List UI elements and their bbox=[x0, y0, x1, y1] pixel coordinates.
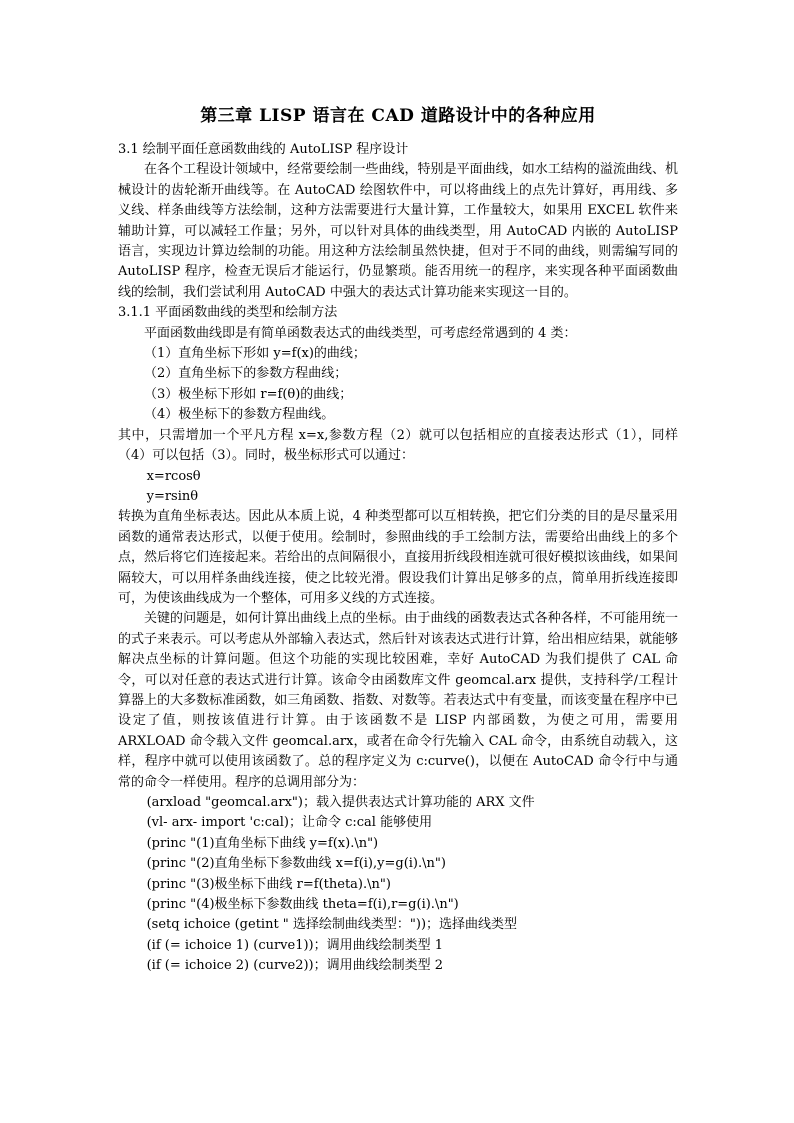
code-line: (setq ichoice (getint " 选择绘制曲线类型："))；选择曲线类型 bbox=[146, 917, 518, 933]
list-item: （2）直角坐标下的参数方程曲线； bbox=[144, 366, 348, 382]
paragraph-equivalence: 其中，只需增加一个平凡方程 x=x,参数方程（2）就可以包括相应的直接表达形式（1），同样（4）可以包括（3）。同时，极坐标形式可以通过： bbox=[118, 427, 678, 464]
formula-line: y=rsinθ bbox=[146, 488, 199, 504]
code-line: (vl- arx- import 'c:cal)；让命令 c:cal 能够使用 bbox=[146, 815, 433, 831]
list-item: （1）直角坐标下形如 y=f(x)的曲线； bbox=[144, 346, 366, 362]
section-heading-3-1: 3.1 绘制平面任意函数曲线的 AutoLISP 程序设计 bbox=[118, 142, 409, 157]
paragraph-curve-types: 平面函数曲线即是有简单函数表达式的曲线类型，可考虑经常遇到的 4 类： bbox=[144, 325, 577, 341]
paragraph-key-problem: 关键的问题是，如何计算出曲线上点的坐标。由于曲线的函数表达式各种各样，不可能用统一的式子来表示。可以考虑从外部输入表达式，然后针对该表达式进行计算，给出相应结果，就能够解决点坐标的计算问题。但这个功能的实现比较困难，幸好 AutoCAD 为我们提供了 CAL 命令，可以对任意的表达式进行计算。该命令由函数库文件 geomcal.arx 提供，支持科学/工程计算器上的大多数标准函数，如三角函数、指数、对数等。若表达式中有变量，而该变量在程序中已设定了值，则按该值进行计算。由于该函数不是 LISP 内部函数，为使之可用，需要用 ARXLOAD 命令载入文件 geomcal.arx，或者在命令行先输入 CAL 命令，由系统自动载入，这样，程序中就可以使用该函数了。总的程序定义为 c:curve()，以便在 AutoCAD 命令行中与通常的命令一样使用。程序的总调用部分为： bbox=[118, 611, 678, 790]
code-line: (princ "(1)直角坐标下曲线 y=f(x).\n") bbox=[146, 835, 379, 851]
code-line: (if (= ichoice 2) (curve2))；调用曲线绘制类型 2 bbox=[146, 958, 444, 974]
paragraph-intro: 在各个工程设计领域中，经常要绘制一些曲线，特别是平面曲线，如水工结构的溢流曲线、机械设计的齿轮渐开曲线等。在 AutoCAD 绘图软件中，可以将曲线上的点先计算好，再用线、多义线、样条曲线等方法绘制，这种方法需要进行大量计算，工作量较大，如果用 EXCEL 软件来辅助计算，可以减轻工作量；另外，可以针对具体的曲线类型，用 AutoCAD 内嵌的 AutoLISP 语言，实现边计算边绘制的功能。用这种方法绘制虽然快捷，但对于不同的曲线，则需编写同的 AutoLISP 程序，检查无误后才能运行，仍显繁琐。能否用统一的程序，来实现各种平面函数曲线的绘制，我们尝试利用 AutoCAD 中强大的表达式计算功能来实现这一目的。 bbox=[118, 162, 678, 300]
code-line: (princ "(2)直角坐标下参数曲线 x=f(i),y=g(i).\n") bbox=[146, 856, 446, 872]
paragraph-conversion: 转换为直角坐标表达。因此从本质上说，4 种类型都可以互相转换，把它们分类的目的是尽量采用函数的通常表达形式，以便于使用。绘制时，参照曲线的手工绘制方法，需要给出曲线上的多个点，然后将它们连接起来。若给出的点间隔很小，直接用折线段相连就可很好模拟该曲线，如果间隔较大，可以用样条曲线连接，使之比较光滑。假设我们计算出足够多的点，简单用折线连接即可，为使该曲线成为一个整体，可用多义线的方式连接。 bbox=[118, 509, 678, 606]
code-line: (princ "(4)极坐标下参数曲线 theta=f(i),r=g(i).\n") bbox=[146, 897, 459, 913]
list-item: （3）极坐标下形如 r=f(θ)的曲线； bbox=[144, 386, 353, 402]
list-item: （4）极坐标下的参数方程曲线。 bbox=[144, 407, 335, 423]
code-line: (princ "(3)极坐标下曲线 r=f(theta).\n") bbox=[146, 876, 391, 892]
section-heading-3-1-1: 3.1.1 平面函数曲线的类型和绘制方法 bbox=[118, 305, 338, 321]
document-page bbox=[118, 104, 678, 977]
code-line: (if (= ichoice 1) (curve1))；调用曲线绘制类型 1 bbox=[146, 937, 444, 953]
code-line: (arxload "geomcal.arx")；载入提供表达式计算功能的 ARX 文件 bbox=[146, 795, 535, 810]
chapter-title: 第三章 LISP 语言在 CAD 道路设计中的各种应用 bbox=[200, 106, 596, 126]
formula-line: x=rcosθ bbox=[146, 468, 201, 484]
